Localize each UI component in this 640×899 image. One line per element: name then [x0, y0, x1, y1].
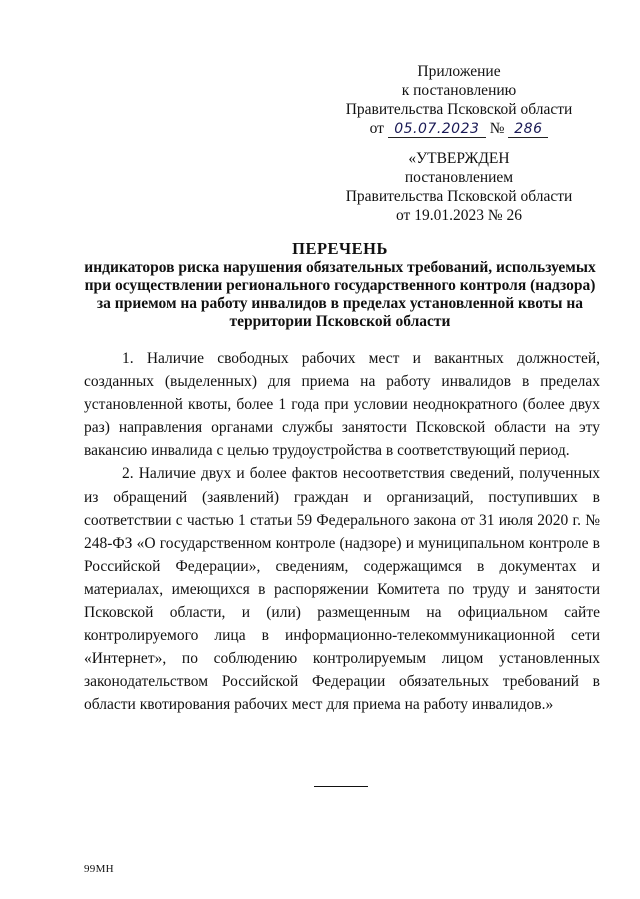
- document-subtitle-line-4: территории Псковской области: [229, 313, 451, 330]
- number-prefix: №: [489, 120, 505, 137]
- approval-stamp-text: [300, 149, 618, 225]
- end-divider-line: [314, 786, 368, 787]
- handwritten-date: 05.07.2023: [388, 121, 486, 138]
- document-title-block: [80, 240, 600, 331]
- approved-line-4: от 19.01.2023 № 26: [396, 207, 522, 224]
- list-item-2: 2. Наличие двух и более фактов несоответствия сведений, полученных из обращений (заявлений) граждан и организаций, поступивших в соответствии с частью 1 статьи 59 Федерального закона от 31 июля 2020 г. № 248-ФЗ «О государственном контроле (надзоре) и муниципальном контроле в Российской Федерации», сведениям, содержащимся в документах и материалах, имеющихся в распоряжении Комитета по труду и занятости Псковской области, и (или) размещенным на официальном сайте контролируемого лица в информационно-телекоммуникационной сети «Интернет», по соблюдению контролируемым лицом установленных законодательством Российской Федерации обязательных требований в области квотирования рабочих мест для приема на работу инвалидов.»: [84, 465, 600, 714]
- approved-line-3: Правительства Псковской области: [345, 188, 573, 205]
- document-title: ПЕРЕЧЕНЬ: [292, 239, 388, 258]
- appendix-line-1: Приложение: [417, 63, 501, 80]
- date-prefix: от: [369, 120, 384, 137]
- appendix-header: [300, 62, 618, 138]
- appendix-date-line: [300, 119, 618, 138]
- appendix-line-3: Правительства Псковской области: [345, 101, 573, 118]
- list-item-1: 1. Наличие свободных рабочих мест и вакантных должностей, созданных (выделенных) для приема на работу инвалидов в пределах установленной квоты, более 1 года при условии неоднократного (более двух раз) направления органами службы занятости Псковской области на эту вакансию инвалида с целью трудоустройства в соответствующий период.: [84, 350, 600, 460]
- appendix-line-2: к постановлению: [401, 82, 517, 99]
- document-subtitle-line-3: за приемом на работу инвалидов в пределах установленной квоты на: [96, 295, 584, 312]
- approved-line-2: постановлением: [404, 169, 514, 186]
- document-body: [84, 347, 600, 717]
- handwritten-number: 286: [508, 121, 548, 138]
- footer-code: 99МН: [84, 863, 114, 875]
- document-subtitle-line-1: индикаторов риска нарушения обязательных требований, используемых: [84, 259, 596, 276]
- approved-line-1: «УТВЕРЖДЕН: [408, 150, 510, 167]
- document-subtitle-line-2: при осуществлении регионального государственного контроля (надзора): [84, 277, 596, 294]
